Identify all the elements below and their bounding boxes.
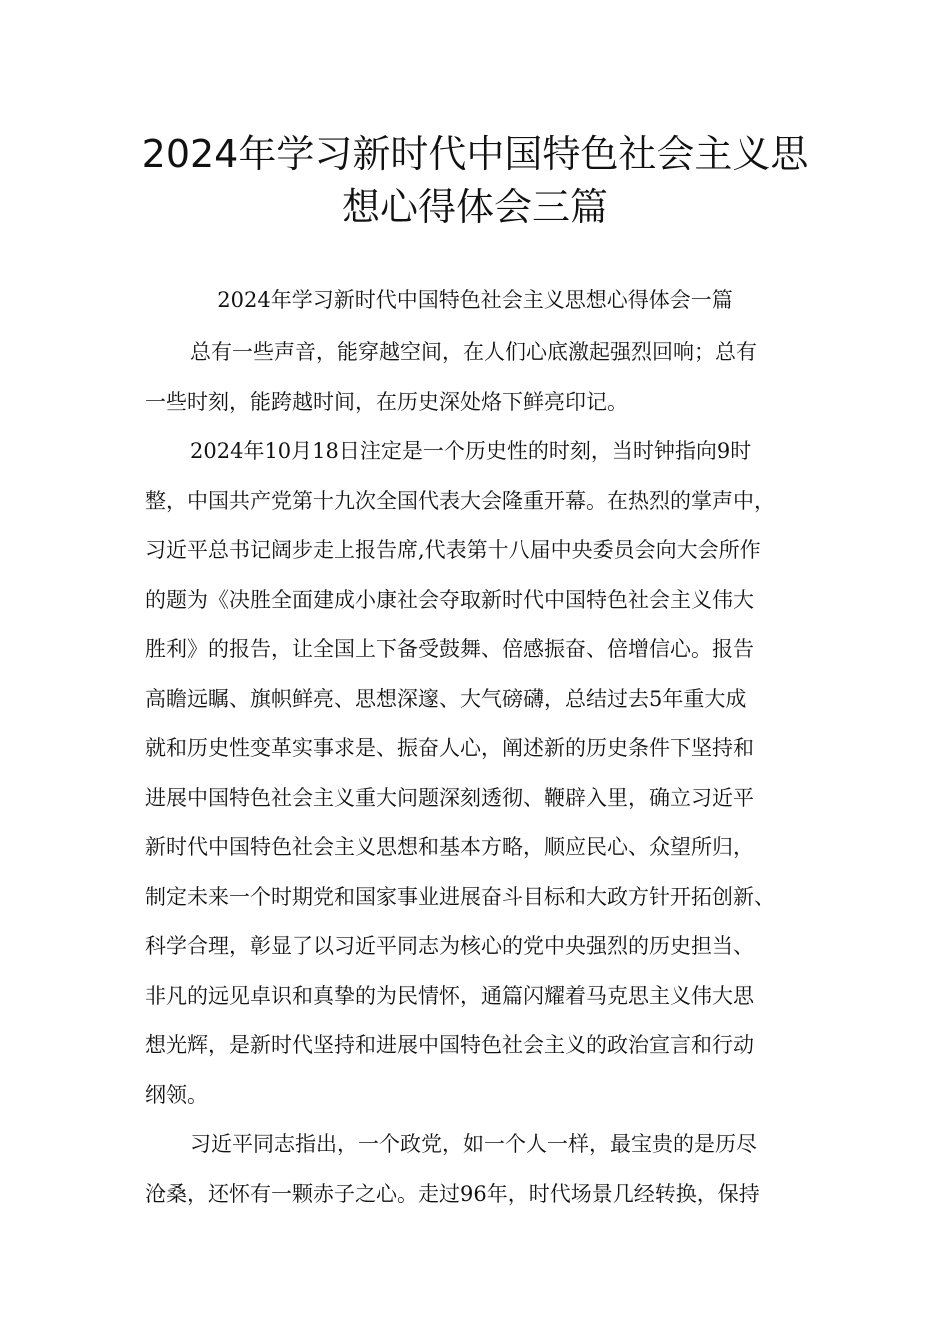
paragraph-line: 2024年10月18日注定是一个历史性的时刻，当时钟指向9时	[190, 439, 752, 463]
paragraph-line: 纲领。	[145, 1083, 208, 1107]
paragraph-line: 制定未来一个时期党和国家事业进展奋斗目标和大政方针开拓创新、	[145, 885, 775, 909]
paragraph-line: 沧桑，还怀有一颗赤子之心。走过96年，时代场景几经转换，保持	[145, 1182, 760, 1206]
paragraph-line: 的题为《决胜全面建成小康社会夺取新时代中国特色社会主义伟大	[145, 588, 754, 612]
paragraph-line: 想光辉，是新时代坚持和进展中国特色社会主义的政治宣言和行动	[145, 1033, 754, 1057]
paragraph-line: 高瞻远瞩、旗帜鲜亮、思想深邃、大气磅礴，总结过去5年重大成	[145, 687, 747, 711]
paragraph-line: 就和历史性变革实事求是、振奋人心，阐述新的历史条件下坚持和	[145, 736, 754, 760]
document-title-line-2: 想心得体会三篇	[341, 185, 608, 229]
paragraph-line: 一些时刻，能跨越时间，在历史深处烙下鲜亮印记。	[145, 390, 628, 414]
paragraph-line: 胜利》的报告，让全国上下备受鼓舞、倍感振奋、倍增信心。报告	[145, 637, 754, 661]
document-title-line-1: 2024年学习新时代中国特色社会主义思	[141, 132, 809, 176]
paragraph-line: 进展中国特色社会主义重大问题深刻透彻、鞭辟入里，确立习近平	[145, 786, 754, 810]
paragraph-line: 总有一些声音，能穿越空间，在人们心底激起强烈回响；总有	[190, 340, 757, 364]
paragraph-line: 习近平同志指出，一个政党，如一个人一样，最宝贵的是历尽	[190, 1132, 757, 1156]
paragraph-line: 整，中国共产党第十九次全国代表大会隆重开幕。在热烈的掌声中，	[145, 489, 775, 513]
paragraph-line: 习近平总书记阔步走上报告席,代表第十八届中央委员会向大会所作	[145, 538, 761, 562]
paragraph-line: 非凡的远见卓识和真挚的为民情怀，通篇闪耀着马克思主义伟大思	[145, 984, 754, 1008]
section-heading: 2024年学习新时代中国特色社会主义思想心得体会一篇	[217, 288, 733, 312]
paragraph-line: 新时代中国特色社会主义思想和基本方略，顺应民心、众望所归，	[145, 835, 754, 859]
paragraph-line: 科学合理，彰显了以习近平同志为核心的党中央强烈的历史担当、	[145, 934, 754, 958]
